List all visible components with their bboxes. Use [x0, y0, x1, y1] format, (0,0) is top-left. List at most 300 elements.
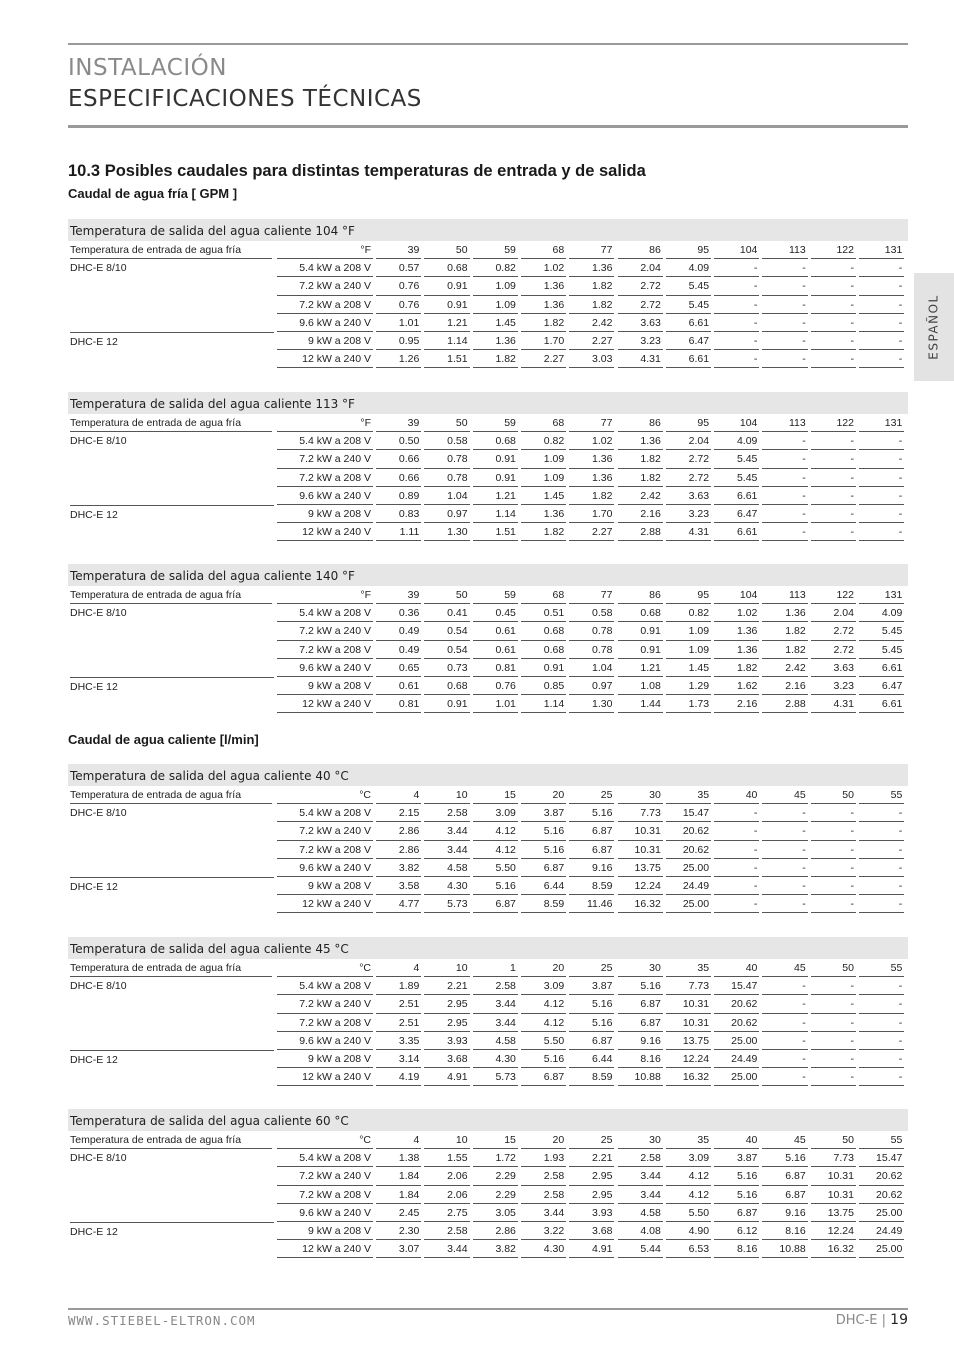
- flow-value: 24.49: [666, 877, 711, 895]
- flow-value: -: [859, 859, 904, 877]
- flow-value: 13.75: [666, 1032, 711, 1050]
- table-row: [68, 1222, 908, 1240]
- flow-value: -: [811, 277, 856, 295]
- flow-value: 1.09: [521, 469, 566, 487]
- flow-value: -: [762, 977, 807, 995]
- flow-value: 4.30: [473, 1050, 518, 1068]
- flow-value: 1.55: [424, 1149, 469, 1167]
- flow-value: 2.29: [473, 1167, 518, 1185]
- flow-value: -: [811, 895, 856, 913]
- flow-value: 15.47: [859, 1149, 904, 1167]
- column-header: 68: [521, 414, 566, 432]
- flow-value: 9.16: [569, 859, 614, 877]
- flow-value: 0.76: [376, 277, 421, 295]
- model-name: DHC-E 8/10: [70, 435, 127, 448]
- column-header: 25: [569, 959, 614, 977]
- flow-value: 2.27: [569, 332, 614, 350]
- flow-value: 12.24: [666, 1050, 711, 1068]
- flow-value: -: [811, 1032, 856, 1050]
- flow-value: 0.61: [473, 641, 518, 659]
- subtitle-lmin: Caudal de agua caliente [l/min]: [68, 732, 259, 747]
- flow-value: 3.44: [473, 1014, 518, 1032]
- column-header: 131: [859, 241, 904, 259]
- flow-value: -: [762, 332, 807, 350]
- power-rating: 9.6 kW a 240 V: [277, 859, 373, 877]
- flow-value: 2.58: [424, 1222, 469, 1240]
- flow-value: 6.87: [521, 1068, 566, 1086]
- flow-value: 4.12: [521, 1014, 566, 1032]
- flow-value: 1.14: [473, 505, 518, 523]
- column-header: 20: [521, 959, 566, 977]
- power-rating: 12 kW a 240 V: [277, 1068, 373, 1086]
- flow-value: 1.62: [714, 677, 759, 695]
- flow-value: 2.72: [666, 450, 711, 468]
- flow-value: 1.09: [666, 622, 711, 640]
- flow-value: 1.82: [569, 487, 614, 505]
- page-number: 19: [890, 1312, 908, 1328]
- flow-value: 5.45: [859, 641, 904, 659]
- power-rating: 5.4 kW a 208 V: [277, 804, 373, 822]
- table-title: Temperatura de salida del agua caliente 40 °C: [68, 764, 908, 786]
- entry-temperature-label: Temperatura de entrada de agua fría: [70, 786, 272, 804]
- flow-value: 9.16: [762, 1204, 807, 1222]
- power-rating: 12 kW a 240 V: [277, 895, 373, 913]
- flow-value: 4.31: [666, 523, 711, 541]
- temperature-unit: °C: [277, 786, 373, 804]
- flow-value: 8.59: [521, 895, 566, 913]
- flow-value: 20.62: [714, 995, 759, 1013]
- flow-value: 2.42: [569, 314, 614, 332]
- power-rating: 9.6 kW a 240 V: [277, 487, 373, 505]
- flow-value: 3.63: [811, 659, 856, 677]
- flow-value: -: [762, 314, 807, 332]
- table-row: [68, 604, 908, 622]
- flow-value: 2.06: [424, 1186, 469, 1204]
- column-header: 50: [811, 1131, 856, 1149]
- flow-value: 1.26: [376, 350, 421, 368]
- flow-value: -: [762, 350, 807, 368]
- column-header: 113: [762, 241, 807, 259]
- flow-table: [68, 1109, 908, 1258]
- flow-value: 6.87: [521, 859, 566, 877]
- flow-value: -: [859, 877, 904, 895]
- flow-value: 1.73: [666, 695, 711, 713]
- flow-value: 4.58: [424, 859, 469, 877]
- flow-value: 1.14: [521, 695, 566, 713]
- column-header: 20: [521, 1131, 566, 1149]
- flow-value: -: [859, 332, 904, 350]
- flow-value: 5.45: [666, 296, 711, 314]
- entry-temperature-label: Temperatura de entrada de agua fría: [70, 414, 272, 432]
- column-header: 68: [521, 241, 566, 259]
- flow-value: 3.35: [376, 1032, 421, 1050]
- flow-value: 1.82: [762, 641, 807, 659]
- temperature-unit: °F: [277, 414, 373, 432]
- flow-value: 0.66: [376, 450, 421, 468]
- flow-value: 2.72: [811, 641, 856, 659]
- flow-value: 0.82: [521, 432, 566, 450]
- flow-value: -: [714, 877, 759, 895]
- power-rating: 9 kW a 208 V: [277, 677, 373, 695]
- flow-value: 2.86: [473, 1222, 518, 1240]
- flow-value: -: [762, 277, 807, 295]
- column-header: 40: [714, 786, 759, 804]
- flow-value: 6.53: [666, 1240, 711, 1258]
- flow-value: 15.47: [666, 804, 711, 822]
- column-header: 59: [473, 586, 518, 604]
- flow-value: 3.44: [618, 1167, 663, 1185]
- flow-value: 3.23: [811, 677, 856, 695]
- power-rating: 5.4 kW a 208 V: [277, 977, 373, 995]
- flow-value: -: [762, 259, 807, 277]
- header-bottom-rule: [68, 125, 908, 128]
- column-header: 95: [666, 586, 711, 604]
- flow-value: -: [859, 487, 904, 505]
- model-name: DHC-E 12: [70, 1222, 274, 1240]
- flow-value: 6.87: [569, 841, 614, 859]
- flow-value: -: [859, 995, 904, 1013]
- flow-value: 1.38: [376, 1149, 421, 1167]
- flow-value: 4.77: [376, 895, 421, 913]
- flow-value: 0.97: [569, 677, 614, 695]
- flow-value: 0.91: [473, 450, 518, 468]
- flow-value: -: [762, 1032, 807, 1050]
- power-rating: 7.2 kW a 208 V: [277, 1186, 373, 1204]
- flow-value: 2.21: [424, 977, 469, 995]
- column-header: 50: [424, 241, 469, 259]
- flow-value: 3.09: [473, 804, 518, 822]
- flow-value: 0.82: [666, 604, 711, 622]
- flow-value: 6.61: [859, 695, 904, 713]
- subtitle-gpm: Caudal de agua fría [ GPM ]: [68, 186, 238, 201]
- flow-value: -: [859, 432, 904, 450]
- flow-value: 6.12: [714, 1222, 759, 1240]
- column-header: 35: [666, 959, 711, 977]
- flow-value: 5.50: [521, 1032, 566, 1050]
- flow-value: -: [762, 804, 807, 822]
- footer-url: WWW.STIEBEL-ELTRON.COM: [68, 1313, 256, 1328]
- flow-value: 1.09: [473, 296, 518, 314]
- column-header: 30: [618, 786, 663, 804]
- flow-value: 8.59: [569, 877, 614, 895]
- flow-value: 1.84: [376, 1167, 421, 1185]
- flow-value: 0.78: [424, 450, 469, 468]
- flow-value: 1.82: [521, 523, 566, 541]
- column-header: 86: [618, 241, 663, 259]
- flow-value: -: [859, 1068, 904, 1086]
- flow-value: 1.30: [569, 695, 614, 713]
- table-row: [68, 1032, 908, 1050]
- flow-value: 0.58: [569, 604, 614, 622]
- column-header: 55: [859, 786, 904, 804]
- flow-value: 3.44: [473, 995, 518, 1013]
- flow-value: 1.82: [618, 450, 663, 468]
- flow-value: 1.09: [521, 450, 566, 468]
- flow-value: 20.62: [859, 1167, 904, 1185]
- flow-value: -: [714, 804, 759, 822]
- flow-value: 6.87: [714, 1204, 759, 1222]
- flow-value: 0.68: [473, 432, 518, 450]
- flow-value: 4.09: [859, 604, 904, 622]
- flow-value: 4.58: [618, 1204, 663, 1222]
- power-rating: 7.2 kW a 240 V: [277, 995, 373, 1013]
- flow-value: 0.61: [473, 622, 518, 640]
- flow-value: 5.16: [714, 1186, 759, 1204]
- flow-value: 5.16: [569, 804, 614, 822]
- flow-value: 0.91: [424, 695, 469, 713]
- flow-value: 2.04: [666, 432, 711, 450]
- flow-value: 1.21: [618, 659, 663, 677]
- flow-value: -: [859, 523, 904, 541]
- model-name: [70, 622, 274, 639]
- flow-value: -: [859, 314, 904, 332]
- flow-value: 2.51: [376, 1014, 421, 1032]
- flow-value: 0.91: [473, 469, 518, 487]
- column-header: 15: [473, 1131, 518, 1149]
- table-header-row: [68, 586, 908, 604]
- flow-value: 6.87: [473, 895, 518, 913]
- column-header: 59: [473, 414, 518, 432]
- flow-value: 2.29: [473, 1186, 518, 1204]
- flow-value: 6.87: [569, 822, 614, 840]
- column-header: 4: [376, 1131, 421, 1149]
- flow-value: 10.88: [618, 1068, 663, 1086]
- flow-value: 1.02: [714, 604, 759, 622]
- flow-value: 2.58: [424, 804, 469, 822]
- column-header: 15: [473, 786, 518, 804]
- flow-value: 2.72: [618, 277, 663, 295]
- flow-value: 1.82: [569, 277, 614, 295]
- flow-value: 2.95: [424, 1014, 469, 1032]
- flow-value: -: [859, 1014, 904, 1032]
- flow-value: 2.58: [618, 1149, 663, 1167]
- flow-value: -: [714, 259, 759, 277]
- flow-value: 4.30: [521, 1240, 566, 1258]
- model-name: [70, 695, 274, 712]
- flow-value: 1.08: [618, 677, 663, 695]
- column-header: 20: [521, 786, 566, 804]
- flow-value: 5.16: [521, 1050, 566, 1068]
- flow-value: 0.81: [376, 695, 421, 713]
- table-row: [68, 1167, 908, 1185]
- power-rating: 9.6 kW a 240 V: [277, 314, 373, 332]
- power-rating: 9 kW a 208 V: [277, 1050, 373, 1068]
- flow-value: 7.73: [618, 804, 663, 822]
- flow-value: 16.32: [666, 1068, 711, 1086]
- flow-value: 5.45: [859, 622, 904, 640]
- column-header: 50: [424, 414, 469, 432]
- table-header-row: [68, 1131, 908, 1149]
- flow-value: 4.91: [424, 1068, 469, 1086]
- power-rating: 7.2 kW a 208 V: [277, 469, 373, 487]
- power-rating: 7.2 kW a 208 V: [277, 1014, 373, 1032]
- column-header: 122: [811, 241, 856, 259]
- flow-value: 5.50: [666, 1204, 711, 1222]
- flow-value: 0.82: [473, 259, 518, 277]
- flow-value: -: [714, 277, 759, 295]
- flow-value: 2.16: [762, 677, 807, 695]
- table-title: Temperatura de salida del agua caliente 113 °F: [68, 392, 908, 414]
- flow-value: 1.45: [521, 487, 566, 505]
- flow-value: 3.23: [618, 332, 663, 350]
- footer-page-info: [836, 1312, 908, 1328]
- flow-value: -: [859, 259, 904, 277]
- flow-value: -: [811, 505, 856, 523]
- flow-value: 0.54: [424, 622, 469, 640]
- flow-value: 3.44: [424, 1240, 469, 1258]
- temperature-unit: °C: [277, 1131, 373, 1149]
- flow-value: 2.95: [569, 1167, 614, 1185]
- column-header: 86: [618, 586, 663, 604]
- flow-value: 1.84: [376, 1186, 421, 1204]
- flow-value: -: [762, 895, 807, 913]
- column-header: 131: [859, 414, 904, 432]
- flow-value: 0.78: [424, 469, 469, 487]
- flow-value: 0.58: [424, 432, 469, 450]
- flow-value: 2.04: [618, 259, 663, 277]
- language-tab: [914, 273, 954, 381]
- model-name: [70, 487, 274, 504]
- flow-value: 2.86: [376, 841, 421, 859]
- column-header: 55: [859, 1131, 904, 1149]
- flow-value: 0.54: [424, 641, 469, 659]
- flow-value: 5.16: [618, 977, 663, 995]
- flow-value: 11.46: [569, 895, 614, 913]
- flow-value: 3.82: [376, 859, 421, 877]
- column-header: 30: [618, 1131, 663, 1149]
- flow-value: 6.47: [666, 332, 711, 350]
- flow-value: 6.87: [762, 1167, 807, 1185]
- flow-value: 6.87: [618, 995, 663, 1013]
- power-rating: 9 kW a 208 V: [277, 332, 373, 350]
- flow-value: 2.21: [569, 1149, 614, 1167]
- flow-value: 0.78: [569, 622, 614, 640]
- flow-value: 1.82: [618, 469, 663, 487]
- section-title: 10.3 Posibles caudales para distintas temperaturas de entrada y de salida: [68, 162, 646, 180]
- column-header: 1: [473, 959, 518, 977]
- flow-value: 1.01: [376, 314, 421, 332]
- flow-value: 2.06: [424, 1167, 469, 1185]
- flow-value: 1.70: [569, 505, 614, 523]
- model-name: [70, 1204, 274, 1221]
- column-header: 4: [376, 959, 421, 977]
- model-name: [70, 1014, 274, 1031]
- column-header: 30: [618, 959, 663, 977]
- flow-value: 1.02: [521, 259, 566, 277]
- power-rating: 7.2 kW a 240 V: [277, 622, 373, 640]
- flow-value: 3.44: [521, 1204, 566, 1222]
- flow-value: -: [762, 450, 807, 468]
- flow-value: 4.90: [666, 1222, 711, 1240]
- flow-value: 3.05: [473, 1204, 518, 1222]
- column-header: 113: [762, 586, 807, 604]
- model-name: [70, 1068, 274, 1085]
- table-row: [68, 822, 908, 840]
- flow-table: [68, 937, 908, 1086]
- flow-value: 5.50: [473, 859, 518, 877]
- table-row: [68, 995, 908, 1013]
- table-row: [68, 841, 908, 859]
- entry-temperature-label: Temperatura de entrada de agua fría: [70, 959, 272, 977]
- footer-model: DHC-E: [835, 1313, 878, 1328]
- model-name: [70, 895, 274, 912]
- flow-value: -: [714, 859, 759, 877]
- column-header: 25: [569, 1131, 614, 1149]
- column-header: 10: [424, 1131, 469, 1149]
- power-rating: 7.2 kW a 208 V: [277, 641, 373, 659]
- flow-value: -: [762, 1014, 807, 1032]
- flow-value: -: [811, 432, 856, 450]
- flow-value: 0.76: [376, 296, 421, 314]
- flow-value: -: [811, 296, 856, 314]
- flow-value: 3.07: [376, 1240, 421, 1258]
- flow-value: 24.49: [714, 1050, 759, 1068]
- flow-value: 1.36: [569, 469, 614, 487]
- table-row: [68, 859, 908, 877]
- flow-value: 2.27: [569, 523, 614, 541]
- flow-value: 0.51: [521, 604, 566, 622]
- flow-value: 4.09: [714, 432, 759, 450]
- column-header: 104: [714, 586, 759, 604]
- flow-value: 5.16: [714, 1167, 759, 1185]
- temperature-unit: °F: [277, 586, 373, 604]
- column-header: 95: [666, 241, 711, 259]
- flow-value: 5.16: [569, 995, 614, 1013]
- flow-value: 0.61: [376, 677, 421, 695]
- table-row: [68, 1204, 908, 1222]
- flow-value: 3.14: [376, 1050, 421, 1068]
- table-row: [68, 469, 908, 487]
- table-row: [68, 677, 908, 695]
- flow-value: 3.93: [424, 1032, 469, 1050]
- flow-value: 1.93: [521, 1149, 566, 1167]
- table-row: [68, 804, 908, 822]
- flow-value: 6.87: [569, 1032, 614, 1050]
- footer-rule: [68, 1308, 908, 1310]
- flow-value: 4.08: [618, 1222, 663, 1240]
- table-title: Temperatura de salida del agua caliente 104 °F: [68, 219, 908, 241]
- model-name: [70, 314, 274, 331]
- flow-value: -: [859, 804, 904, 822]
- flow-value: 1.29: [666, 677, 711, 695]
- column-header: 39: [376, 414, 421, 432]
- flow-value: -: [811, 859, 856, 877]
- flow-value: -: [762, 841, 807, 859]
- flow-value: 6.61: [714, 523, 759, 541]
- flow-value: 6.87: [618, 1014, 663, 1032]
- flow-value: 0.89: [376, 487, 421, 505]
- table-header-row: [68, 241, 908, 259]
- flow-value: -: [762, 523, 807, 541]
- flow-value: 2.72: [811, 622, 856, 640]
- flow-value: -: [811, 877, 856, 895]
- model-name: DHC-E 12: [70, 1050, 274, 1068]
- flow-value: 15.47: [714, 977, 759, 995]
- flow-value: 1.36: [569, 450, 614, 468]
- flow-value: 2.72: [618, 296, 663, 314]
- flow-value: 10.31: [618, 841, 663, 859]
- flow-value: 0.97: [424, 505, 469, 523]
- flow-value: 0.65: [376, 659, 421, 677]
- flow-value: 0.95: [376, 332, 421, 350]
- flow-value: -: [859, 350, 904, 368]
- column-header: 4: [376, 786, 421, 804]
- temperature-unit: °C: [277, 959, 373, 977]
- model-name: DHC-E 8/10: [70, 262, 127, 275]
- flow-value: 5.73: [473, 1068, 518, 1086]
- column-header: 40: [714, 959, 759, 977]
- flow-value: 4.58: [473, 1032, 518, 1050]
